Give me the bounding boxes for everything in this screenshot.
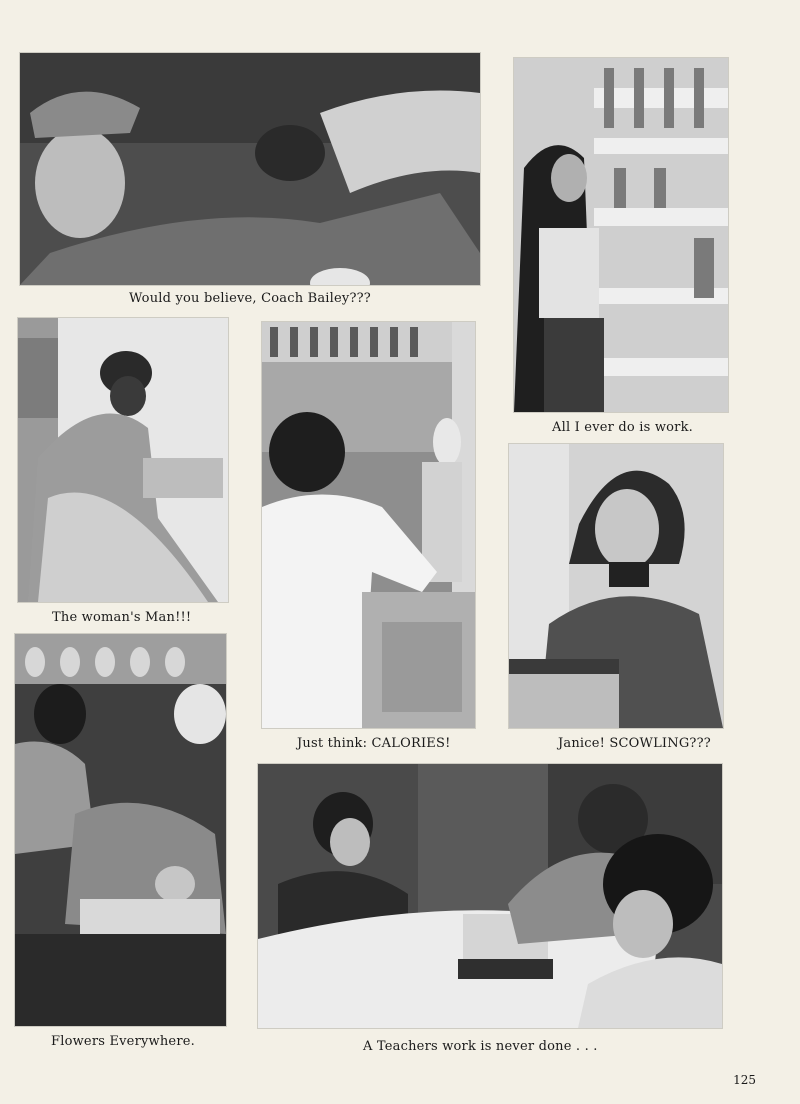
photo-teachers-work [258,764,722,1028]
caption-coach-bailey: Would you believe, Coach Bailey??? [129,291,371,306]
caption-flowers: Flowers Everywhere. [51,1034,195,1049]
photo-janice [509,444,723,728]
photo-store-shelf [514,58,728,412]
photo-calories [262,322,475,728]
photo-coach-bailey [20,53,480,285]
photo-womans-man [18,318,228,602]
caption-womans-man: The woman's Man!!! [52,610,192,625]
caption-store-shelf: All I ever do is work. [552,420,694,435]
photo-flowers [15,634,226,1026]
page-number: 125 [733,1073,756,1087]
caption-teachers-work: A Teachers work is never done . . . [363,1039,598,1054]
caption-janice: Janice! SCOWLING??? [558,736,711,751]
caption-calories: Just think: CALORIES! [297,736,451,751]
